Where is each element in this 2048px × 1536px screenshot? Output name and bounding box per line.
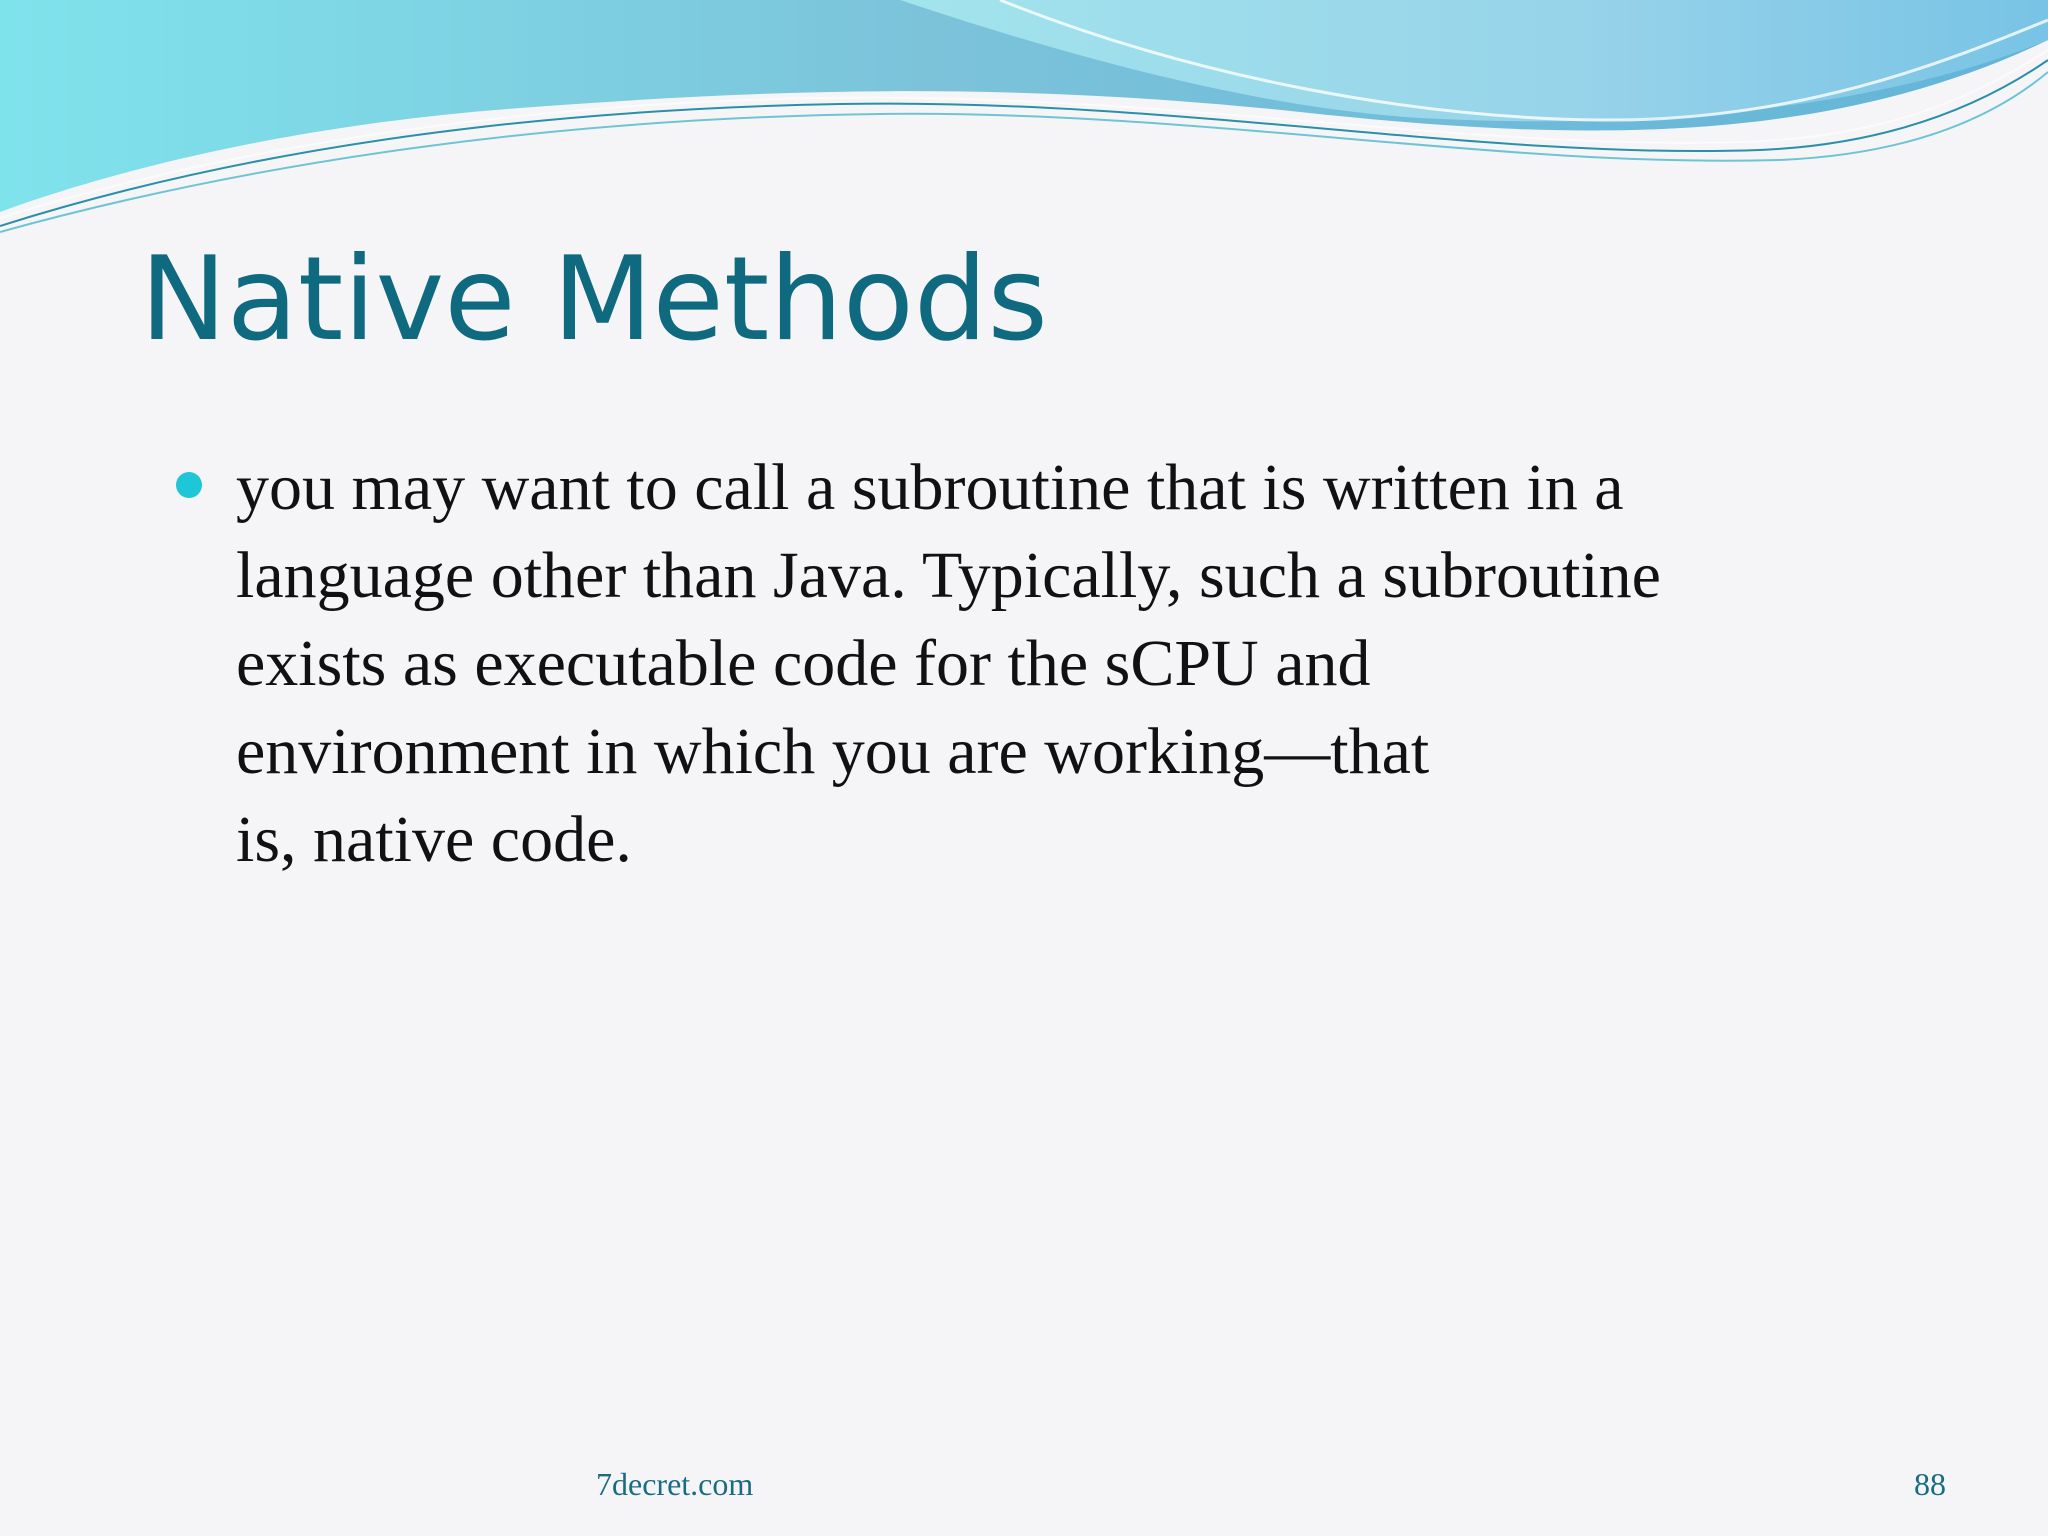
bullet-item — [176, 444, 1956, 884]
bullet-text-line: language other than Java. Typically, such a subroutine — [236, 539, 1661, 612]
bullet-text-line: is, native code. — [236, 803, 632, 876]
slide-page-number: 88 — [1914, 1466, 1946, 1502]
bullet-dot-icon — [176, 472, 202, 498]
bullet-list — [176, 444, 1956, 884]
bullet-text-line: environment in which you are working—that — [236, 715, 1430, 788]
bullet-text-line: you may want to call a subroutine that is written in a — [236, 451, 1624, 524]
slide-title: Native Methods — [140, 232, 1048, 367]
bullet-text-line: exists as executable code for the sCPU and — [236, 627, 1371, 700]
footer-site-name: 7decret.com — [596, 1466, 754, 1502]
header-wave-decoration — [0, 0, 2048, 240]
